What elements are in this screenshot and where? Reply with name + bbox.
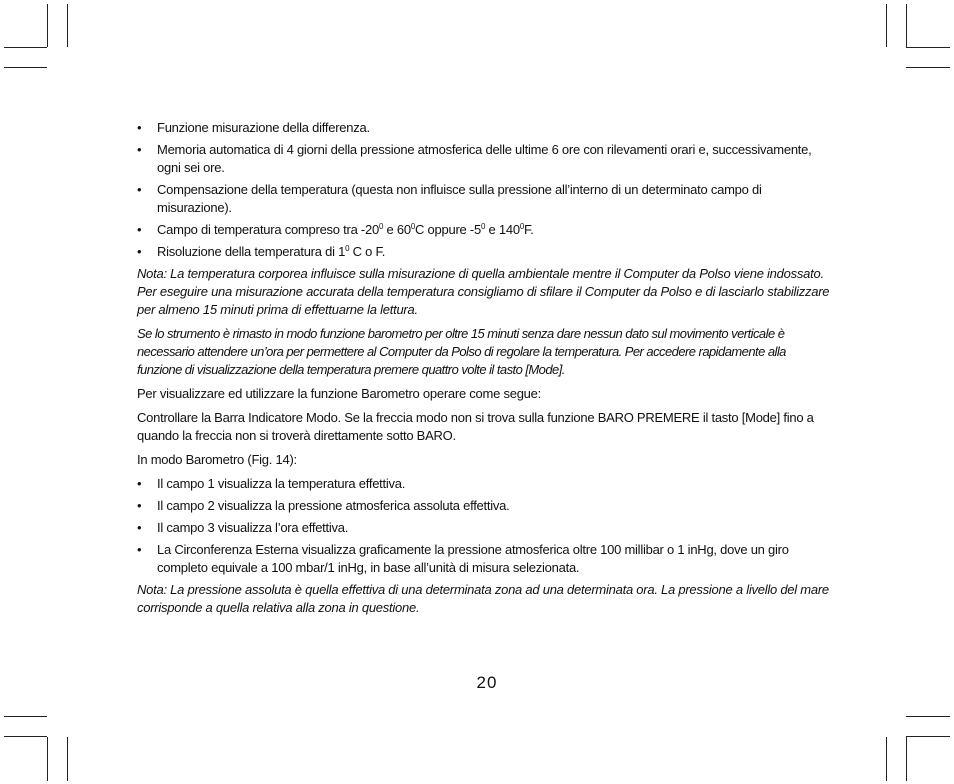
bullet-dot: • [137, 182, 142, 197]
list-item-text: Campo di temperatura compreso tra $-20^0$ e $60^0C$ oppure $-5^0$ e $140^0F$. [157, 222, 534, 237]
page-number: 20 [476, 673, 498, 692]
crop-mark [906, 716, 950, 717]
crop-mark [906, 67, 950, 68]
degree-superscript: 0 [410, 222, 416, 231]
crop-mark [906, 4, 907, 47]
crop-mark [4, 716, 47, 717]
list-item [137, 519, 832, 537]
degree-superscript: 0 [480, 222, 486, 231]
paragraph-mode-heading: In modo Barometro (Fig. 14): [137, 452, 297, 467]
list-item-text: Risoluzione della temperatura di $1^0$ C o F. [157, 244, 386, 259]
note-absolute-pressure: Nota: La pressione assoluta è quella effettiva di una determinata zona ad una determinata ora. La pressione a livello del mare corrisponde a quella relativa alla zona in questione. [137, 582, 829, 615]
crop-mark [886, 737, 887, 781]
list-item-text: Funzione misurazione della differenza. [157, 120, 370, 135]
paragraph-intro: Per visualizzare ed utilizzare la funzione Barometro operare come segue: [137, 386, 541, 401]
paragraph-instructions: Controllare la Barra Indicatore Modo. Se la freccia modo non si trova sulla funzione BARO PREMERE il tasto [Mode] fino a quando la freccia non si troverà direttamente sotto BARO. [137, 410, 814, 443]
crop-mark [47, 737, 48, 781]
bullet-dot: • [137, 120, 142, 135]
bullet-dot: • [137, 142, 142, 157]
bullet-dot: • [137, 476, 142, 491]
bullet-dot: • [137, 520, 142, 535]
list-item [137, 541, 832, 577]
crop-mark [906, 737, 907, 781]
crop-mark [4, 736, 47, 737]
crop-mark [906, 47, 950, 48]
crop-mark [4, 47, 47, 48]
degree-superscript: 0 [378, 222, 384, 231]
crop-mark [67, 737, 68, 781]
page-body [137, 119, 832, 623]
list-item [137, 221, 832, 239]
list-item [137, 243, 832, 261]
bullet-dot: • [137, 542, 142, 557]
crop-mark [4, 67, 47, 68]
list-item-text: Il campo 1 visualizza la temperatura effettiva. [157, 476, 406, 491]
list-item [137, 497, 832, 515]
list-item-text: Compensazione della temperatura (questa non influisce sulla pressione all’interno di un determinato campo di misurazione). [157, 182, 762, 215]
list-item [137, 475, 832, 493]
crop-mark [886, 4, 887, 47]
list-item-text: Il campo 2 visualizza la pressione atmosferica assoluta effettiva. [157, 498, 510, 513]
list-item-text: La Circonferenza Esterna visualizza graficamente la pressione atmosferica oltre 100 millibar o 1 inHg, dove un giro completo equivale a 100 mbar/1 inHg, in base all’unità di misura selezionata. [157, 542, 789, 575]
bullet-dot: • [137, 498, 142, 513]
crop-mark [47, 4, 48, 47]
bullet-dot: • [137, 222, 142, 237]
list-item-text: Memoria automatica di 4 giorni della pressione atmosferica delle ultime 6 ore con rilevamenti orari e, successivamente, ogni sei ore. [157, 142, 812, 175]
degree-superscript: 0 [345, 244, 350, 253]
crop-mark [67, 4, 68, 47]
crop-mark [906, 736, 950, 737]
list-item [137, 119, 832, 137]
list-item [137, 181, 832, 217]
bullet-dot: • [137, 244, 142, 259]
note-barometer-mode: Se lo strumento è rimasto in modo funzione barometro per oltre 15 minuti senza dare nessun dato sul movimento verticale è necessario attendere un’ora per permettere al Computer da Polso di regolare la temperatura. Per accedere rapidamente alla funzione di visualizzazione della temperatura premere quattro volte il tasto [Mode]. [137, 326, 786, 377]
note-temperature: Nota: La temperatura corporea influisce sulla misurazione di quella ambientale mentre il Computer da Polso viene indossato. Per eseguire una misurazione accurata della temperatura consigliamo di sfilare il Computer da Polso e di lasciarlo stabilizzare per almeno 15 minuti prima di effettuarne la lettura. [137, 266, 830, 317]
list-item [137, 141, 832, 177]
list-item-text: Il campo 3 visualizza l’ora effettiva. [157, 520, 349, 535]
degree-superscript: 0 [519, 222, 525, 231]
